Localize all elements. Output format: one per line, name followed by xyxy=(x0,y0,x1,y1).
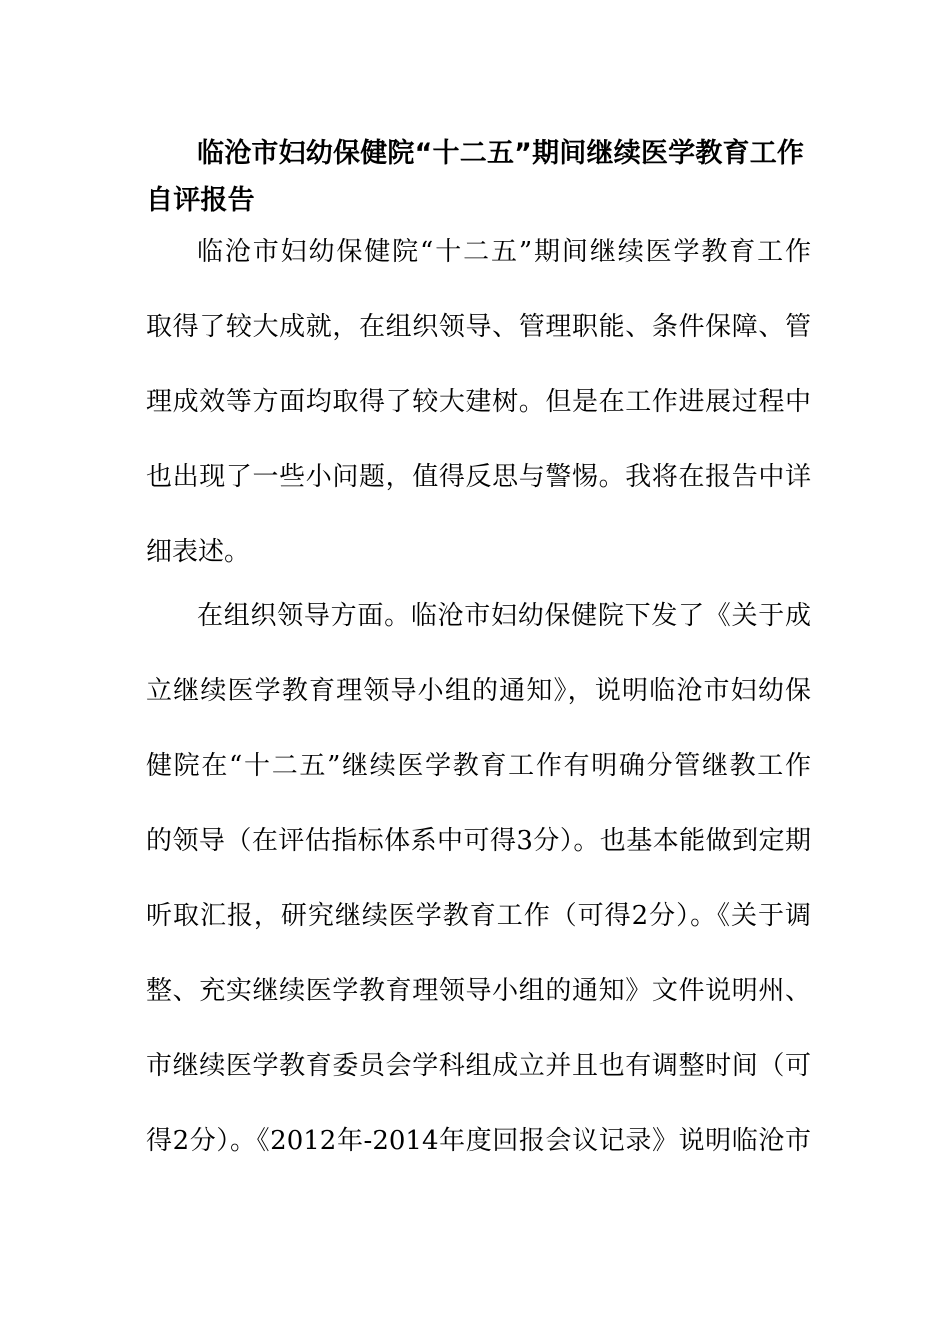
paragraph-2-line-4: 的领导（在评估指标体系中可得3分）。也基本能做到定期 xyxy=(146,826,811,856)
paragraph-2-line-8: 得2分）。《2012年-2014年度回报会议记录》说明临沧市 xyxy=(146,1126,811,1156)
document-title-line-2: 自评报告 xyxy=(146,185,255,216)
paragraph-1-line-3: 理成效等方面均取得了较大建树。但是在工作进展过程中 xyxy=(146,387,811,417)
paragraph-2-line-1: 在组织领导方面。临沧市妇幼保健院下发了《关于成 xyxy=(197,601,811,631)
paragraph-2-line-3: 健院在“十二五”继续医学教育工作有明确分管继教工作 xyxy=(146,751,811,781)
paragraph-2-line-2: 立继续医学教育理领导小组的通知》，说明临沧市妇幼保 xyxy=(146,676,811,706)
paragraph-1-line-1: 临沧市妇幼保健院“十二五”期间继续医学教育工作 xyxy=(197,237,811,267)
paragraph-2-line-7: 市继续医学教育委员会学科组成立并且也有调整时间（可 xyxy=(146,1051,811,1081)
paragraph-2-line-6: 整、充实继续医学教育理领导小组的通知》文件说明州、 xyxy=(146,976,811,1006)
paragraph-1-line-4: 也出现了一些小问题，值得反思与警惕。我将在报告中详 xyxy=(146,462,811,492)
document-title-line-1: 临沧市妇幼保健院“十二五”期间继续医学教育工作 xyxy=(197,138,805,169)
paragraph-2-line-5: 听取汇报，研究继续医学教育工作（可得2分）。《关于调 xyxy=(146,901,811,931)
paragraph-1-line-2: 取得了较大成就，在组织领导、管理职能、条件保障、管 xyxy=(146,312,811,342)
paragraph-1-line-5: 细表述。 xyxy=(146,537,251,567)
